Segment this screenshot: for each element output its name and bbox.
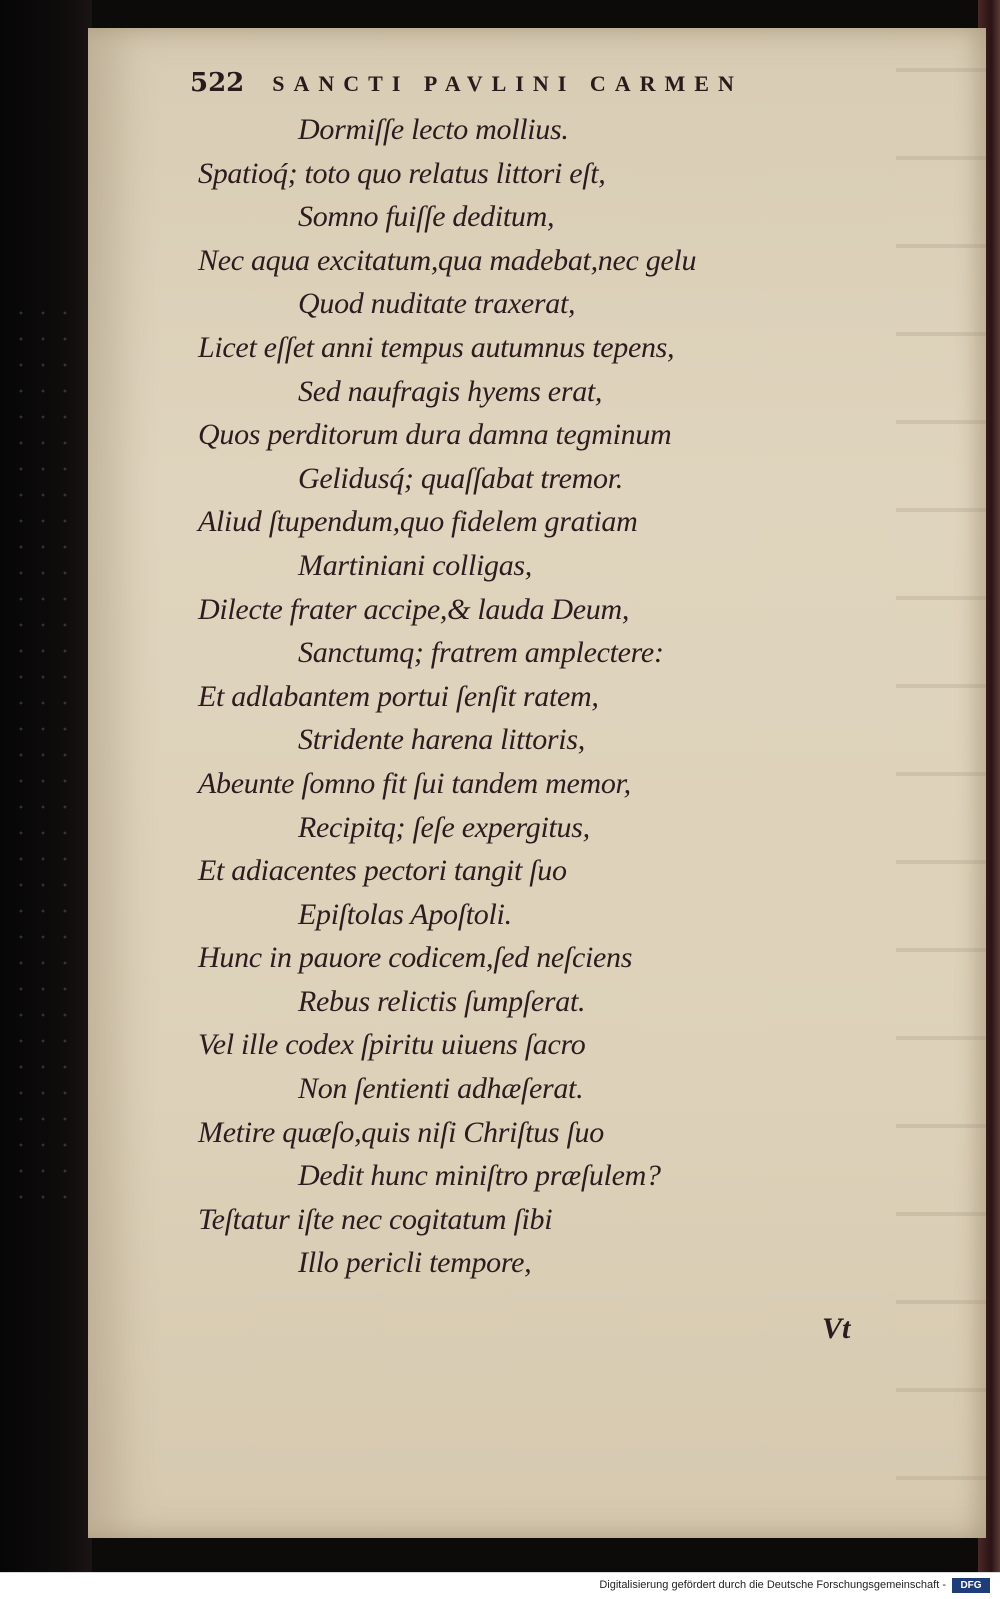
verse-line: Martiniani colligas, xyxy=(298,548,533,582)
dfg-logo: DFG xyxy=(952,1578,990,1593)
verse-line: Licet eſſet anni tempus autumnus tepens, xyxy=(198,330,675,364)
verse-line: Vel ille codex ſpiritu uiuens ſacro xyxy=(198,1028,586,1062)
verse-line: Dormiſſe lecto mollius. xyxy=(298,113,569,146)
footer-bar xyxy=(0,1572,1000,1599)
verse-line: Illo pericli tempore, xyxy=(298,1246,532,1280)
verse-line: Metire quæſo,quis niſi Chriſtus ſuo xyxy=(198,1115,604,1149)
verse-line: Sed naufragis hyems erat, xyxy=(298,374,603,408)
verse-line: Abeunte ſomno fit ſui tandem memor, xyxy=(198,766,631,800)
running-head: SANCTI PAVLINI CARMEN xyxy=(272,71,743,96)
show-through-text xyxy=(896,28,986,1538)
verse-line: Nec aqua excitatum,qua madebat,nec gelu xyxy=(198,243,697,277)
page-header xyxy=(190,68,810,98)
verse-line: Teſtatur iſte nec cogitatum ſibi xyxy=(198,1202,553,1236)
verse-line: Dedit hunc miniſtro præſulem? xyxy=(298,1159,661,1193)
verse-line: Non ſentienti adhæſerat. xyxy=(298,1072,584,1106)
verse-line: Epiſtolas Apoſtoli. xyxy=(298,897,512,931)
verse-line: Stridente harena littoris, xyxy=(298,723,585,757)
binding-texture xyxy=(10,300,80,1200)
funding-credit: Digitalisierung gefördert durch die Deutsche Forschungsgemeinschaft - xyxy=(599,1579,946,1591)
verse-line: Quos perditorum dura damna tegminum xyxy=(198,418,672,452)
verse-line: Et adlabantem portui ſenſit ratem, xyxy=(198,679,599,713)
verse-line: Dilecte frater accipe,& lauda Deum, xyxy=(198,592,630,626)
verse-line: Quod nuditate traxerat, xyxy=(298,287,576,321)
verse-line: Somno fuiſſe deditum, xyxy=(298,200,555,234)
verse-line: Gelidusq́; quaſſabat tremor. xyxy=(298,461,623,495)
verse-line: Rebus relictis ſumpſerat. xyxy=(298,984,586,1018)
poem-text xyxy=(198,108,838,1285)
verse-line: Sanctumq; fratrem amplectere: xyxy=(298,636,664,670)
verse-line: Hunc in pauore codicem,ſed neſciens xyxy=(198,941,633,975)
book-binding-left xyxy=(0,0,92,1572)
verse-line: Spatioq́; toto quo relatus littori eſt, xyxy=(198,156,606,190)
catchword: Vt xyxy=(822,1312,851,1345)
verse-line: Et adiacentes pectori tangit ſuo xyxy=(198,854,567,888)
page-number: 522 xyxy=(190,68,245,98)
verse-line: Recipitq; ſeſe expergitus, xyxy=(298,810,590,844)
verse-line: Aliud ſtupendum,quo fidelem gratiam xyxy=(198,505,638,539)
